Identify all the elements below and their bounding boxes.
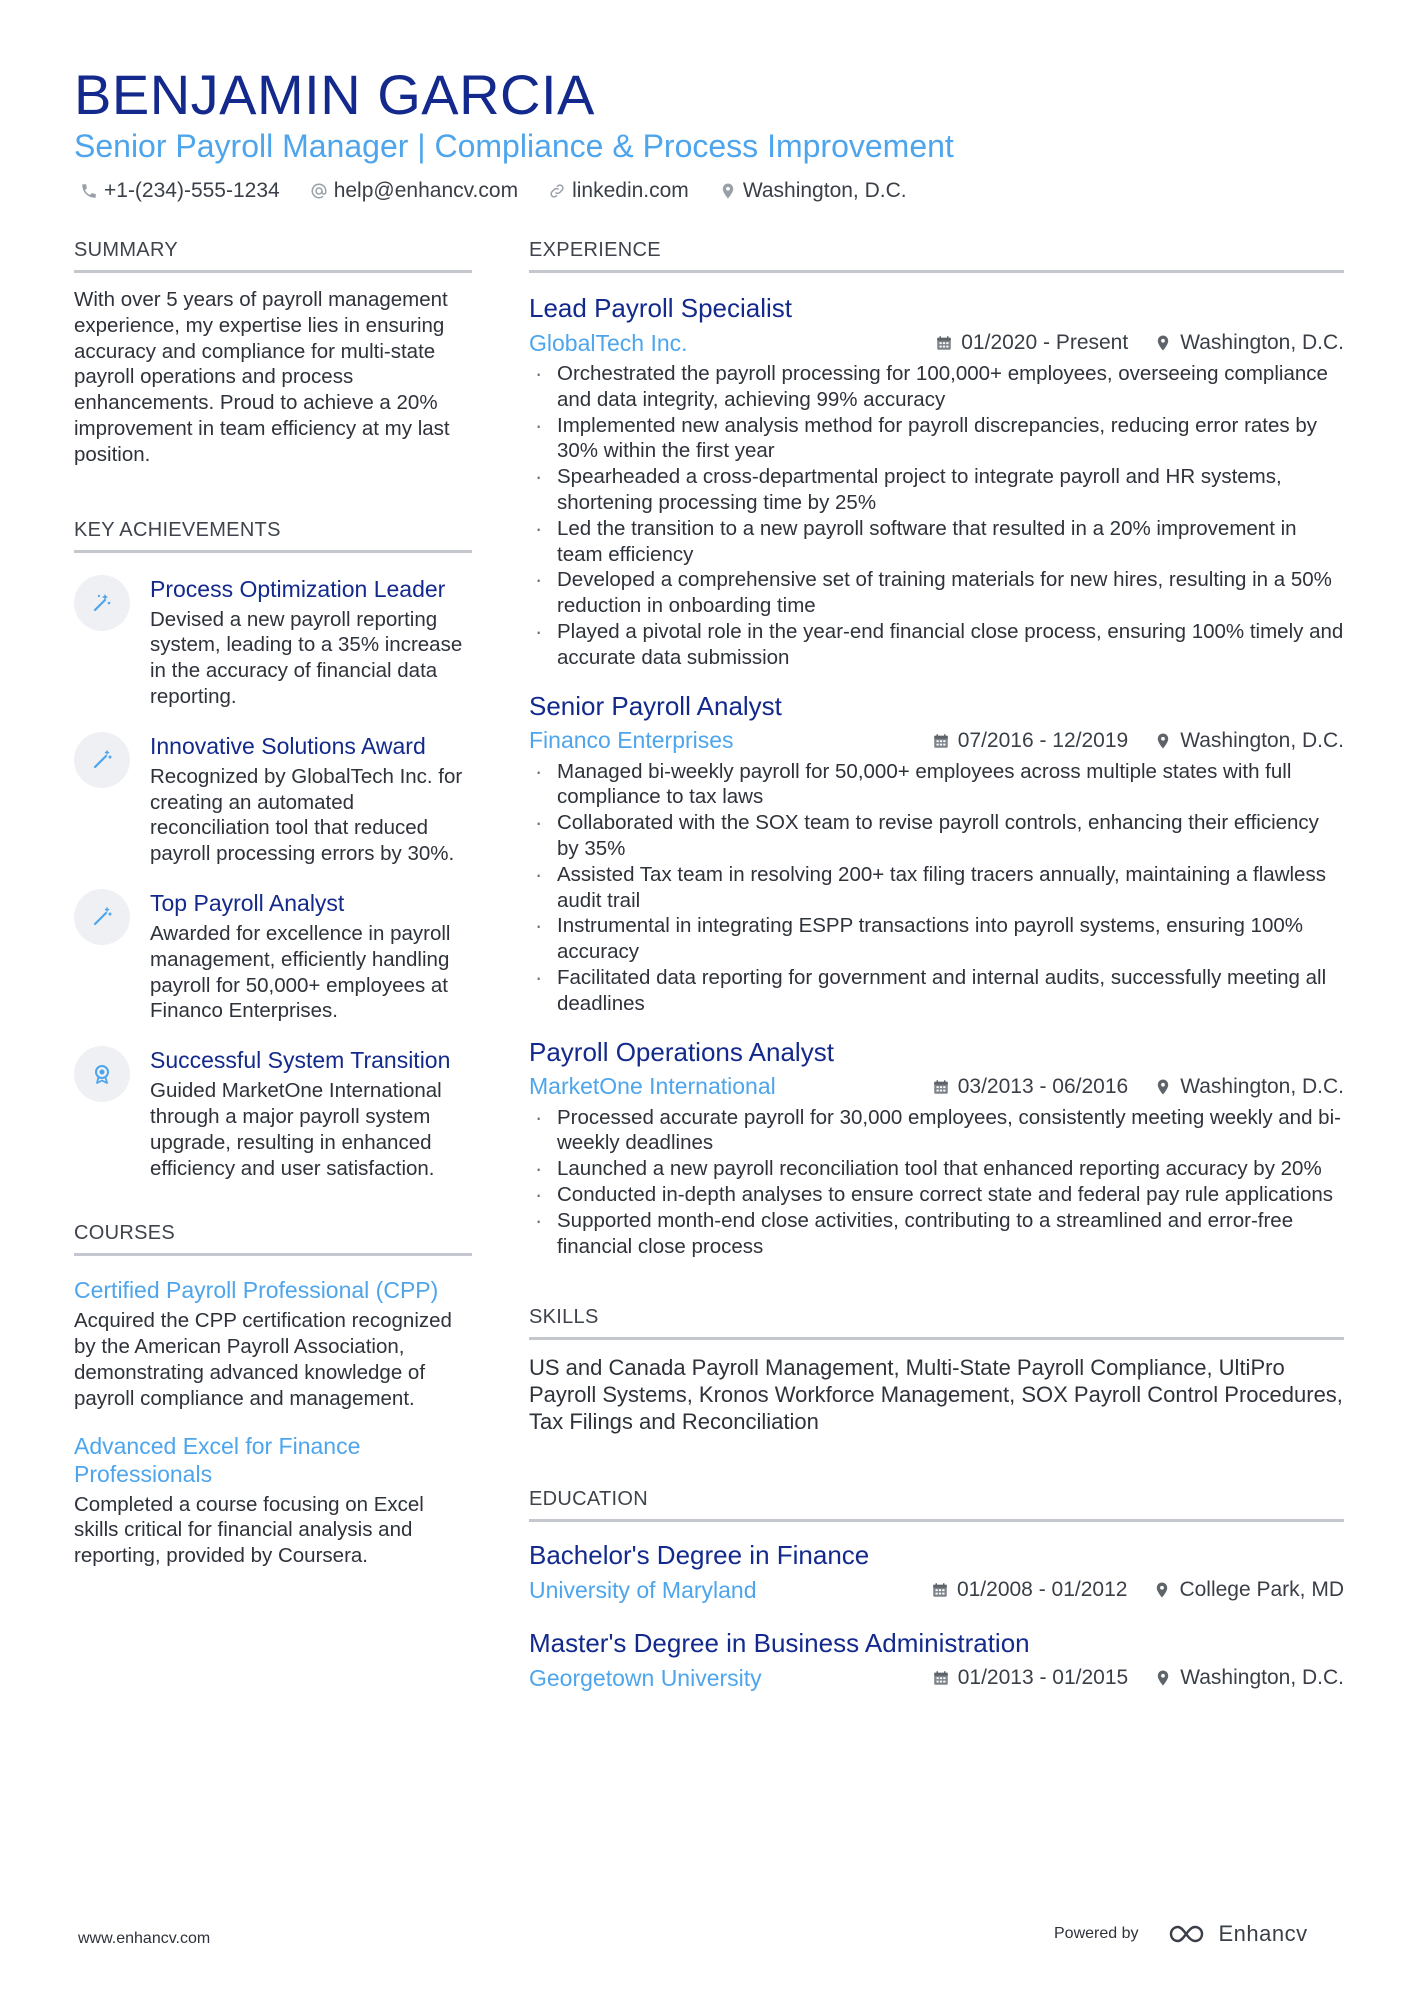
job-meta	[529, 1071, 1344, 1103]
company-name: MarketOne International	[529, 1073, 776, 1100]
achievement-desc: Awarded for excellence in payroll management, efficiently handling payroll for 50,000+ employees at Financo Enterprises.	[150, 921, 451, 1023]
calendar-icon	[935, 334, 953, 352]
contact-email[interactable]	[310, 179, 518, 203]
job-meta	[529, 327, 1344, 359]
achievement-item	[74, 889, 472, 1024]
achievement-desc: Devised a new payroll reporting system, leading to a 35% increase in the accuracy of financial data reporting.	[150, 607, 463, 708]
job-meta	[529, 725, 1344, 757]
achievement-desc: Guided MarketOne International through a major payroll system upgrade, resulting in enhanced efficiency and user satisfaction.	[150, 1079, 442, 1180]
powered-by-text: Powered by	[1054, 1925, 1139, 1942]
list-item: · Supported month-end close activities, contributing to a streamlined and error-free financial close process	[529, 1208, 1344, 1260]
course-item	[74, 1276, 472, 1411]
job-bullets	[529, 361, 1344, 671]
brand-name: Enhancv	[1218, 1921, 1308, 1946]
calendar-icon	[932, 732, 950, 750]
location-text: Washington, D.C.	[742, 179, 907, 202]
at-icon	[310, 182, 328, 200]
degree-title: Bachelor's Degree in Finance	[529, 1540, 870, 1571]
footer-website[interactable]: www.enhancv.com	[78, 1930, 211, 1947]
enhancv-logo-icon	[1165, 1920, 1213, 1948]
candidate-name: BENJAMIN GARCIA	[74, 63, 595, 126]
education-entry	[529, 1626, 1344, 1694]
calendar-icon	[932, 1669, 950, 1687]
achievement-title: Successful System Transition	[150, 1047, 451, 1074]
location-pin-icon	[1154, 334, 1172, 352]
summary-section	[74, 236, 472, 468]
job-entry	[529, 689, 1344, 1017]
job-location: Washington, D.C.	[1180, 1074, 1344, 1098]
course-title: Certified Payroll Professional (CPP)	[74, 1277, 439, 1304]
list-item: · Collaborated with the SOX team to revise payroll controls, enhancing their efficiency by 35%	[529, 810, 1344, 862]
skills-heading: SKILLS	[529, 1303, 1344, 1340]
course-item	[74, 1432, 472, 1569]
list-item: · Launched a new payroll reconciliation tool that enhanced reporting accuracy by 20%	[529, 1156, 1344, 1182]
email-text: help@enhancv.com	[333, 179, 519, 202]
location-pin-icon	[719, 182, 737, 200]
education-location: College Park, MD	[1179, 1578, 1344, 1602]
course-title: Advanced Excel for Finance Professionals	[74, 1432, 361, 1487]
job-bullets	[529, 1105, 1344, 1260]
summary-text: With over 5 years of payroll management experience, my expertise lies in ensuring accuracy and compliance for multi-state payroll operations and process enhancements. Proud to achieve a 20% improvement in team efficiency at my last position.	[74, 288, 450, 466]
education-location: Washington, D.C.	[1180, 1666, 1344, 1690]
job-dates: 07/2016 - 12/2019	[957, 728, 1129, 752]
job-entry	[529, 1035, 1344, 1260]
contact-phone[interactable]	[80, 179, 280, 203]
list-item: · Instrumental in integrating ESPP transactions into payroll systems, ensuring 100% accuracy	[529, 913, 1344, 965]
summary-heading: SUMMARY	[74, 236, 472, 273]
contact-bar	[80, 176, 937, 206]
education-dates: 01/2013 - 01/2015	[957, 1666, 1129, 1690]
job-dates: 01/2020 - Present	[961, 331, 1129, 354]
job-title: Payroll Operations Analyst	[529, 1036, 834, 1067]
list-item: · Assisted Tax team in resolving 200+ tax filing tracers annually, maintaining a flawless audit trail	[529, 862, 1344, 914]
course-desc: Completed a course focusing on Excel skills critical for financial analysis and reporting, provided by Coursera.	[74, 1492, 424, 1568]
wand-icon	[74, 732, 130, 788]
headline: Senior Payroll Manager | Compliance & Process Improvement	[74, 128, 954, 164]
award-icon	[74, 1046, 130, 1102]
list-item: · Spearheaded a cross-departmental project to integrate payroll and HR systems, shortening processing time by 25%	[529, 464, 1344, 516]
achievement-item	[74, 1046, 472, 1181]
achievement-title: Top Payroll Analyst	[150, 889, 345, 916]
list-item: · Led the transition to a new payroll software that resulted in a 20% improvement in team efficiency	[529, 516, 1344, 568]
education-dates: 01/2008 - 01/2012	[956, 1578, 1128, 1602]
footer-branding	[1054, 1920, 1308, 1948]
contact-location	[719, 179, 907, 203]
degree-title: Master's Degree in Business Administration	[529, 1628, 1030, 1659]
education-meta	[529, 1574, 1344, 1606]
link-icon	[548, 182, 566, 200]
list-item: · Conducted in-depth analyses to ensure correct state and federal pay rule applications	[529, 1182, 1344, 1208]
list-item: · Facilitated data reporting for government and internal audits, successfully meeting all deadlines	[529, 965, 1344, 1017]
location-pin-icon	[1153, 1581, 1171, 1599]
experience-section	[529, 236, 1344, 1259]
school-name: University of Maryland	[529, 1576, 757, 1603]
calendar-icon	[931, 1581, 949, 1599]
education-heading: EDUCATION	[529, 1485, 1344, 1522]
school-name: Georgetown University	[529, 1664, 762, 1691]
course-desc: Acquired the CPP certification recognized by the American Payroll Association, demonstrating advanced knowledge of payroll compliance and management.	[74, 1309, 452, 1410]
education-section	[529, 1485, 1344, 1694]
list-item: · Played a pivotal role in the year-end financial close process, ensuring 100% timely and accurate data submission	[529, 619, 1344, 671]
list-item: · Managed bi-weekly payroll for 50,000+ employees across multiple states with full compliance to tax laws	[529, 759, 1344, 811]
magic-wand-icon	[74, 575, 130, 631]
right-column	[529, 236, 1344, 1694]
education-meta	[529, 1662, 1344, 1694]
linkedin-text: linkedin.com	[572, 179, 689, 202]
courses-heading: COURSES	[74, 1219, 472, 1256]
experience-heading: EXPERIENCE	[529, 236, 1344, 273]
location-pin-icon	[1154, 1078, 1172, 1096]
left-column	[74, 236, 472, 1569]
achievement-desc: Recognized by GlobalTech Inc. for creating an automated reconciliation tool that reduced payroll processing errors by 30%.	[150, 764, 463, 866]
location-pin-icon	[1154, 732, 1172, 750]
job-title: Lead Payroll Specialist	[529, 293, 793, 323]
phone-icon	[80, 182, 98, 200]
achievement-title: Innovative Solutions Award	[150, 732, 426, 759]
list-item: · Orchestrated the payroll processing for 100,000+ employees, overseeing compliance and data integrity, achieving 99% accuracy	[529, 361, 1344, 413]
achievement-item	[74, 732, 472, 867]
list-item: · Developed a comprehensive set of training materials for new hires, resulting in a 50% reduction in onboarding time	[529, 567, 1344, 619]
job-location: Washington, D.C.	[1180, 728, 1344, 752]
job-entry	[529, 291, 1344, 671]
job-bullets	[529, 759, 1344, 1017]
achievements-section	[74, 516, 472, 1182]
job-dates: 03/2013 - 06/2016	[957, 1074, 1129, 1098]
phone-text: +1-(234)-555-1234	[104, 179, 280, 202]
skills-section	[529, 1303, 1344, 1435]
list-item: · Implemented new analysis method for payroll discrepancies, reducing error rates by 30% within the first year	[529, 413, 1344, 465]
achievements-heading: KEY ACHIEVEMENTS	[74, 516, 472, 553]
courses-section	[74, 1219, 472, 1569]
company-name: Financo Enterprises	[529, 727, 734, 754]
skills-text: US and Canada Payroll Management, Multi-State Payroll Compliance, UltiPro Payroll Systems, Kronos Workforce Management, SOX Payroll Control Procedures, Tax Filings and Reconciliation	[529, 1355, 1343, 1435]
list-item: · Processed accurate payroll for 30,000 employees, consistently meeting weekly and bi-weekly deadlines	[529, 1105, 1344, 1157]
job-title: Senior Payroll Analyst	[529, 690, 782, 721]
company-name: GlobalTech Inc.	[529, 329, 688, 356]
calendar-icon	[932, 1078, 950, 1096]
education-entry	[529, 1538, 1344, 1606]
location-pin-icon	[1154, 1669, 1172, 1687]
job-location: Washington, D.C.	[1180, 331, 1344, 354]
contact-linkedin[interactable]	[548, 179, 689, 203]
wand-icon	[74, 889, 130, 945]
achievement-item	[74, 575, 472, 710]
achievement-title: Process Optimization Leader	[150, 575, 446, 602]
